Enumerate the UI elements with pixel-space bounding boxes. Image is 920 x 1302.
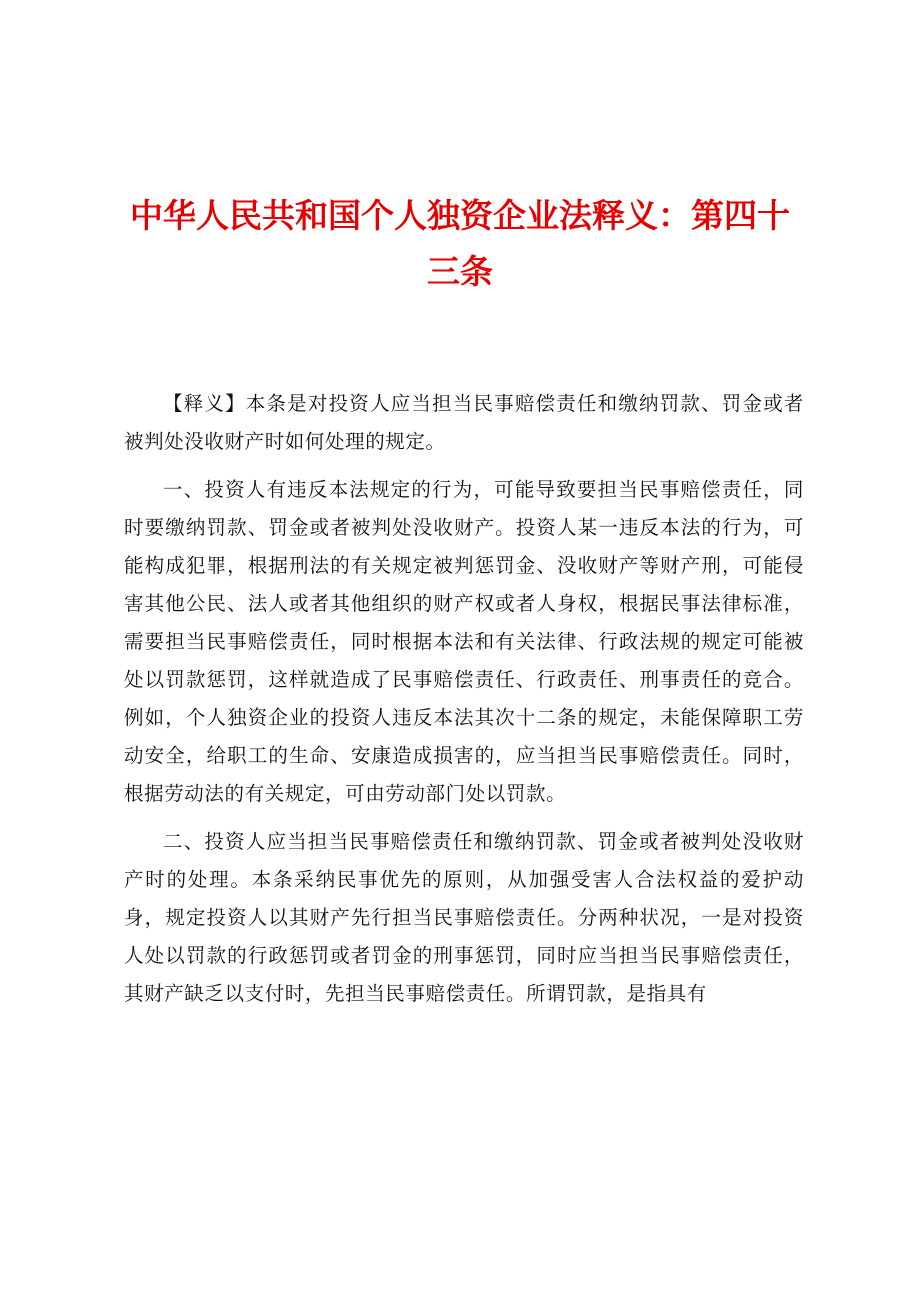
title-line-2: 三条 (427, 252, 493, 291)
document-title (110, 188, 810, 300)
document-body (124, 385, 804, 1023)
paragraph-section-two: 二、投资人应当担当民事赔偿责任和缴纳罚款、罚金或者被判处没收财产时的处理。本条采纳民事优先的原则，从加强受害人合法权益的爱护动身，规定投资人以其财产先行担当民事赔偿责任。分两种状况，一是对投资人处以罚款的行政惩罚或者罚金的刑事惩罚，同时应当担当民事赔偿责任，其财产缺乏以支付时，先担当民事赔偿责任。所谓罚款，是指具有 (124, 830, 804, 1005)
paragraph-interpretation: 【释义】本条是对投资人应当担当民事赔偿责任和缴纳罚款、罚金或者被判处没收财产时如何处理的规定。 (124, 392, 804, 453)
title-line-1: 中华人民共和国个人独资企业法释义：第四十 (130, 196, 790, 235)
paragraph-section-one: 一、投资人有违反本法规定的行为，可能导致要担当民事赔偿责任，同时要缴纳罚款、罚金或者被判处没收财产。投资人某一违反本法的行为，可能构成犯罪，根据刑法的有关规定被判惩罚金、没收财产等财产刑，可能侵害其他公民、法人或者其他组织的财产权或者人身权，根据民事法律标准，需要担当民事赔偿责任，同时根据本法和有关法律、行政法规的规定可能被处以罚款惩罚，这样就造成了民事赔偿责任、行政责任、刑事责任的竞合。例如，个人独资企业的投资人违反本法其次十二条的规定，未能保障职工劳动安全，给职工的生命、安康造成损害的，应当担当民事赔偿责任。同时，根据劳动法的有关规定，可由劳动部门处以罚款。 (124, 478, 804, 805)
